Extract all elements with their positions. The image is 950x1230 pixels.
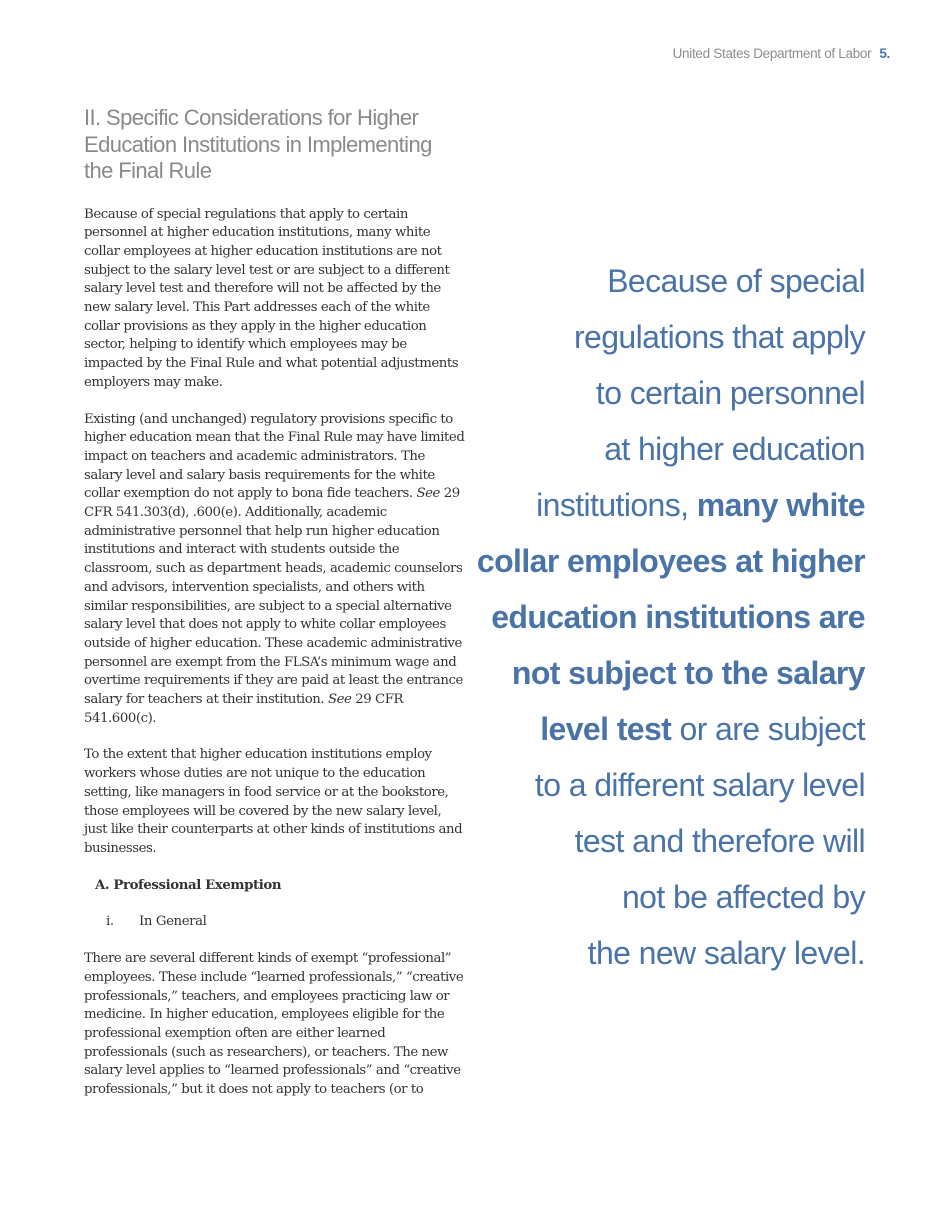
page-number: 5. <box>879 46 890 61</box>
pull-quote-line: test and therefore will <box>574 823 865 859</box>
citation-see: See <box>416 486 440 502</box>
pull-quote-line: the new salary level. <box>587 935 865 971</box>
paragraph-professionals: There are several different kinds of exempt “professional” employees. These include “learned professionals,” “creative professionals,” teachers, and employees practicing law or medicine. In higher education, employees eligible for the professional exemption often are either learned professionals (such as researchers), or teachers. The new salary level applies to “learned professionals” and “creative professionals,” but it does not apply to teachers (or to <box>84 951 464 1098</box>
citation-see: See <box>327 692 352 708</box>
pull-quote-emphasis: many white <box>696 487 865 523</box>
paragraph-existing-provisions <box>84 411 466 729</box>
pull-quote-text: or are subject <box>671 711 865 747</box>
pull-quote-emphasis: level test <box>540 711 672 747</box>
pull-quote <box>465 253 865 981</box>
paragraph-text: 29 CFR 541.303(d), .600(e). Additionally, academic administrative personnel that help run higher education institutions and interact with students outside the classroom, such as department heads, academic counselors and advisors, intervention specialists, and others with similar responsibilities, are subject to a special alternative salary level that does not apply to white collar employees outside of higher education. These academic administrative personnel are exempt from the FLSA’s minimum wage and overtime requirements if they are paid at least the entrance salary for teachers at their institution. <box>84 486 463 708</box>
main-column <box>84 105 466 1118</box>
pull-quote-line <box>465 533 865 589</box>
pull-quote-line: Because of special <box>607 263 865 299</box>
pull-quote-emphasis: education institutions are <box>491 599 865 635</box>
item-number: i. <box>106 914 114 930</box>
pull-quote-line <box>465 477 865 533</box>
pull-quote-line <box>465 645 865 701</box>
section-title-line: Education Institutions in Implementing <box>84 131 432 157</box>
paragraph-other-workers: To the extent that higher education institutions employ workers whose duties are not unique to the education setting, like managers in food service or at the bookstore, those employees will be covered by the new salary level, just like their counterparts at other kinds of institutions and businesses. <box>84 747 463 856</box>
section-title-line: the Final Rule <box>84 158 212 183</box>
pull-quote-line: at higher education <box>604 431 865 467</box>
pull-quote-line: to a different salary level <box>534 767 865 803</box>
pull-quote-line <box>465 701 865 757</box>
subsection-item <box>106 913 466 932</box>
pull-quote-text: institutions, <box>536 487 697 523</box>
paragraph-text: 29 CFR 541.600(c). <box>84 692 404 726</box>
subsection-heading: A. Professional Exemption <box>95 877 282 893</box>
header-source: United States Department of Labor <box>672 46 872 61</box>
paragraph-text: Existing (and unchanged) regulatory provisions specific to higher education mean that the Final Rule may have limited impact on teachers and academic administrators. The salary level and salary basis requirements for the white collar exemption do not apply to bona fide teachers. <box>84 411 465 502</box>
pull-quote-emphasis: not subject to the salary <box>511 655 865 691</box>
pull-quote-emphasis: collar employees at higher <box>476 543 865 579</box>
pull-quote-line: regulations that apply <box>573 319 865 355</box>
pull-quote-line: not be affected by <box>621 879 865 915</box>
pull-quote-line: to certain personnel <box>595 375 865 411</box>
page-header <box>673 46 890 61</box>
paragraph-intro: Because of special regulations that apply to certain personnel at higher education institutions, many white collar employees at higher education institutions are not subject to the salary level test or are subject to a different salary level test and therefore will not be affected by the new salary level. This Part addresses each of the white collar provisions as they apply in the higher education sector, helping to identify which employees may be impacted by the Final Rule and what potential adjustments employers may make. <box>84 206 459 390</box>
pull-quote-line <box>465 589 865 645</box>
section-title <box>84 105 466 185</box>
item-label: In General <box>139 914 207 930</box>
section-title-line: II. Specific Considerations for Higher <box>84 105 419 130</box>
